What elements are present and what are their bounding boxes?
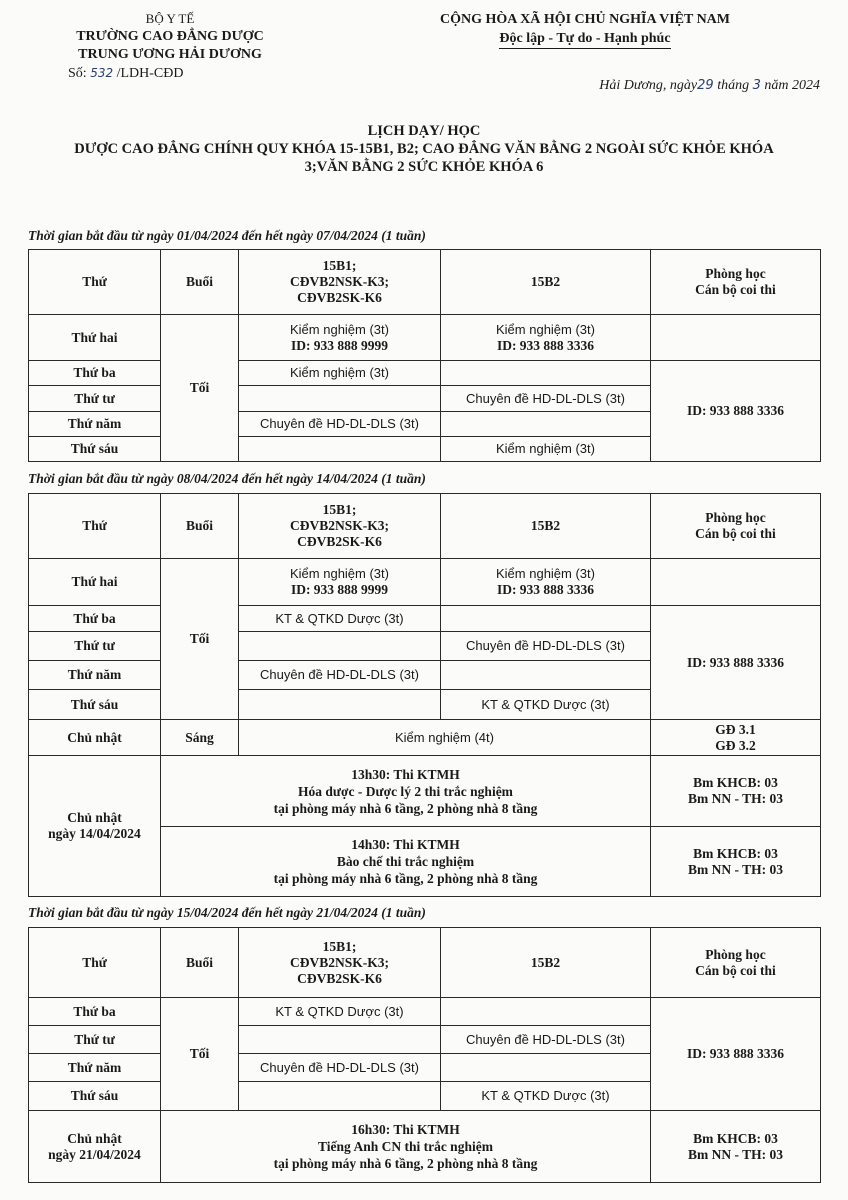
col-group1-header: 15B1; CĐVB2NSK-K3; CĐVB2SK-K6 [239, 250, 441, 315]
national-motto: Độc lập - Tự do - Hạnh phúc [499, 30, 670, 49]
contact-id-cell: ID: 933 888 3336 [651, 606, 821, 720]
school-name-line1: TRƯỜNG CAO ĐẲNG DƯỢC [76, 29, 264, 44]
session-cell: Tối [161, 998, 239, 1111]
exam-row [29, 756, 821, 827]
table-row: Thứ sáu Kiểm nghiệm (3t) [29, 437, 821, 462]
exam-proctors: Bm KHCB: 03 Bm NN - TH: 03 [651, 756, 821, 827]
document-number: Số: 532 /LDH-CĐD [68, 66, 184, 81]
handwritten-month: 3 [752, 78, 761, 93]
school-name-line2: TRUNG ƯƠNG HẢI DƯƠNG [78, 47, 262, 62]
session-cell: Tối [161, 559, 239, 720]
week1-schedule-table [28, 249, 821, 462]
exam-row [29, 1111, 821, 1183]
col-group2-header: 15B2 [441, 250, 651, 315]
week3-period: Thời gian bắt đầu từ ngày 15/04/2024 đến hết ngày 21/04/2024 (1 tuần) [28, 905, 426, 920]
table-row: Thứ năm Chuyên đề HD-DL-DLS (3t) [29, 412, 821, 437]
nation-name: CỘNG HÒA XÃ HỘI CHỦ NGHĨA VIỆT NAM [439, 12, 730, 27]
handwritten-day: 29 [697, 78, 714, 93]
table-row: Thứ hai Tối Kiểm nghiệm (3t) ID: 933 888 9999 Kiểm nghiệm (3t) ID: 933 888 3336 [29, 559, 821, 606]
week2-schedule-table [28, 493, 821, 897]
table-row: Thứ ba KT & QTKD Dược (3t) ID: 933 888 3336 [29, 606, 821, 632]
col-day-header: Thứ [29, 250, 161, 315]
table-row: Thứ năm Chuyên đề HD-DL-DLS (3t) [29, 1054, 821, 1082]
ministry-name: BỘ Y TẾ [145, 11, 195, 26]
table-row: Thứ hai Tối Kiểm nghiệm (3t) ID: 933 888 9999 Kiểm nghiệm (3t) ID: 933 888 3336 [29, 315, 821, 361]
table-row: Thứ sáu KT & QTKD Dược (3t) [29, 690, 821, 720]
table-row: Thứ ba Tối KT & QTKD Dược (3t) ID: 933 888 3336 [29, 998, 821, 1026]
place-and-date: Hải Dương, ngày29 tháng 3 năm 2024 [599, 78, 820, 93]
national-header [350, 10, 820, 49]
exam-day-cell: Chủ nhật ngày 14/04/2024 [29, 756, 161, 897]
contact-id-cell: ID: 933 888 3336 [651, 361, 821, 462]
table-row: Thứ ba Kiểm nghiệm (3t) ID: 933 888 3336 [29, 361, 821, 386]
contact-id-cell: ID: 933 888 3336 [651, 998, 821, 1111]
exam-details: 16h30: Thi KTMH Tiếng Anh CN thi trắc nghiệm tại phòng máy nhà 6 tầng, 2 phòng nhà 8 tầng [161, 1111, 651, 1183]
exam-proctors: Bm KHCB: 03 Bm NN - TH: 03 [651, 1111, 821, 1183]
week3-schedule-table [28, 927, 821, 1183]
table-row: Thứ sáu KT & QTKD Dược (3t) [29, 1082, 821, 1111]
table-row: Thứ tư Chuyên đề HD-DL-DLS (3t) [29, 386, 821, 412]
col-room-header: Phòng học Cán bộ coi thi [651, 250, 821, 315]
table-row: Thứ tư Chuyên đề HD-DL-DLS (3t) [29, 1026, 821, 1054]
table-row-sunday: Chủ nhật Sáng Kiểm nghiệm (4t) GĐ 3.1 GĐ 3.2 [29, 720, 821, 756]
table-row: Thứ năm Chuyên đề HD-DL-DLS (3t) [29, 661, 821, 690]
document-title: LỊCH DẠY/ HỌC DƯỢC CAO ĐẲNG CHÍNH QUY KHÓA 15-15B1, B2; CAO ĐẲNG VĂN BẰNG 2 NGOÀI SỨC KHỎE KHÓA 3;VĂN BẰNG 2 SỨC KHỎE KHÓA 6 [74, 123, 774, 175]
exam-day-cell: Chủ nhật ngày 21/04/2024 [29, 1111, 161, 1183]
exam-details: 14h30: Thi KTMH Bào chế thi trắc nghiệm tại phòng máy nhà 6 tầng, 2 phòng nhà 8 tầng [161, 827, 651, 897]
table-header-row [29, 250, 821, 315]
table-row: Thứ tư Chuyên đề HD-DL-DLS (3t) [29, 632, 821, 661]
issuer-block [20, 10, 320, 83]
exam-details: 13h30: Thi KTMH Hóa dược - Dược lý 2 thi trắc nghiệm tại phòng máy nhà 6 tầng, 2 phòng nhà 8 tầng [161, 756, 651, 827]
week1-period: Thời gian bắt đầu từ ngày 01/04/2024 đến hết ngày 07/04/2024 (1 tuần) [28, 228, 426, 243]
col-session-header: Buổi [161, 250, 239, 315]
exam-proctors: Bm KHCB: 03 Bm NN - TH: 03 [651, 827, 821, 897]
week2-period: Thời gian bắt đầu từ ngày 08/04/2024 đến hết ngày 14/04/2024 (1 tuần) [28, 471, 426, 486]
session-cell: Tối [161, 315, 239, 462]
table-header-row: Thứ Buổi 15B1; CĐVB2NSK-K3; CĐVB2SK-K6 15B2 Phòng học Cán bộ coi thi [29, 928, 821, 998]
handwritten-number: 532 [90, 66, 114, 80]
table-header-row: Thứ Buổi 15B1; CĐVB2NSK-K3; CĐVB2SK-K6 15B2 Phòng học Cán bộ coi thi [29, 494, 821, 559]
